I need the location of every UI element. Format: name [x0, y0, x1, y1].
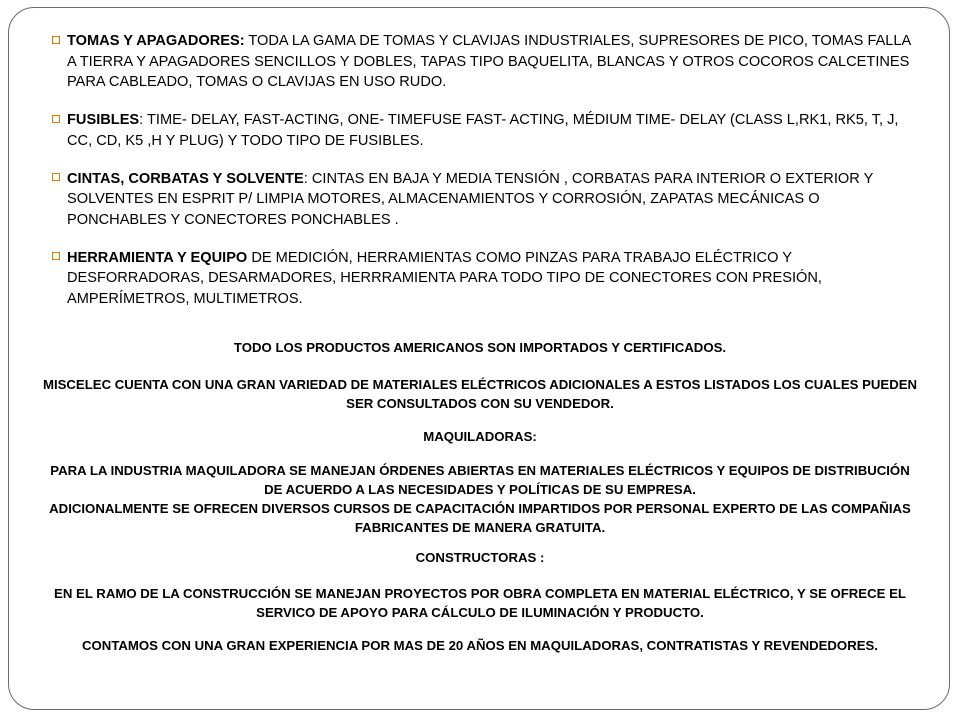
imported-note: [40, 338, 920, 357]
list-item-cintas: [52, 169, 912, 231]
bullet-label: TOMAS Y APAGADORES:: [67, 33, 245, 49]
product-list: [52, 31, 912, 327]
variety-text: MISCELEC CUENTA CON UNA GRAN VARIEDAD DE MATERIALES ELÉCTRICOS ADICIONALES A ESTOS LISTADOS LOS CUALES PUEDEN SER CONSULTADOS CON SU VENDEDOR.: [42, 377, 918, 411]
square-bullet-icon: [52, 36, 60, 44]
construct-heading-text: CONSTRUCTORAS :: [415, 550, 545, 565]
imported-text: TODO LOS PRODUCTOS AMERICANOS SON IMPORTADOS Y CERTIFICADOS.: [233, 340, 727, 355]
maquila-section: [40, 461, 920, 537]
maquila-text-1: PARA LA INDUSTRIA MAQUILADORA SE MANEJAN ÓRDENES ABIERTAS EN MATERIALES ELÉCTRICOS Y EQUIPOS DE DISTRIBUCIÓN DE ACUERDO A LAS NECESIDADES Y POLÍTICAS DE SU EMPRESA.: [50, 463, 910, 497]
maquila-heading: [40, 427, 920, 446]
construct-heading: [40, 548, 920, 567]
bullet-label: HERRAMIENTA Y EQUIPO: [67, 249, 248, 266]
square-bullet-icon: [52, 115, 60, 123]
bullet-text: TODA LA GAMA DE TOMAS Y CLAVIJAS INDUSTRIALES, SUPRESORES DE PICO, TOMAS FALLA A TIERRA Y APAGADORES SENCILLOS Y DOBLES, TAPAS TIPO BAQUELITA, BLANCAS Y OTROS COCOROS CALCETINES PARA CABLEADO, TOMAS O CLAVIJAS EN USO RUDO.: [67, 33, 911, 90]
maquila-text-2: ADICIONALMENTE SE OFRECEN DIVERSOS CURSOS DE CAPACITACIÓN IMPARTIDOS POR PERSONAL EXPERTO DE LAS COMPAÑIAS FABRICANTES DE MANERA GRATUITA.: [49, 501, 911, 535]
bullet-text: : TIME- DELAY, FAST-ACTING, ONE- TIMEFUSE FAST- ACTING, MÉDIUM TIME- DELAY (CLASS L,RK1, RK5, T, J, CC, CD, K5 ,H Y PLUG) Y TODO TIPO DE FUSIBLES.: [67, 112, 899, 149]
square-bullet-icon: [52, 252, 60, 260]
bullet-text: DE MEDICIÓN, HERRAMIENTAS COMO PINZAS PARA TRABAJO ELÉCTRICO Y DESFORRADORAS, DESARMADORES, HERRRAMIENTA PARA TODO TIPO DE CONECTORES CON PRESIÓN, AMPERÍMETROS, MULTIMETROS.: [67, 249, 822, 307]
list-item-fusibles: [52, 110, 912, 151]
construct-text: EN EL RAMO DE LA CONSTRUCCIÓN SE MANEJAN PROYECTOS POR OBRA COMPLETA EN MATERIAL ELÉCTRICO, Y SE OFRECE EL SERVICO DE APOYO PARA CÁLCULO DE ILUMINACIÓN Y PRODUCTO.: [54, 586, 906, 620]
list-item-herramienta: [52, 248, 912, 310]
bullet-label: FUSIBLES: [67, 112, 140, 128]
experience-note: [40, 636, 920, 655]
bullet-text: : CINTAS EN BAJA Y MEDIA TENSIÓN , CORBATAS PARA INTERIOR O EXTERIOR Y SOLVENTES EN ESPRIT P/ LIMPIA MOTORES, ALMACENAMIENTOS Y CORROSIÓN, ZAPATAS MECÁNICAS O PONCHABLES Y CONECTORES PONCHABLES .: [67, 170, 874, 228]
square-bullet-icon: [52, 173, 60, 181]
maquila-heading-text: MAQUILADORAS:: [423, 429, 537, 444]
list-item-tomas: [52, 31, 912, 93]
variety-note: [40, 375, 920, 413]
experience-text: CONTAMOS CON UNA GRAN EXPERIENCIA POR MAS DE 20 AÑOS EN MAQUILADORAS, CONTRATISTAS Y REVENDEDORES.: [82, 638, 878, 653]
construct-section: [40, 584, 920, 622]
bullet-label: CINTAS, CORBATAS Y SOLVENTE: [67, 170, 304, 187]
